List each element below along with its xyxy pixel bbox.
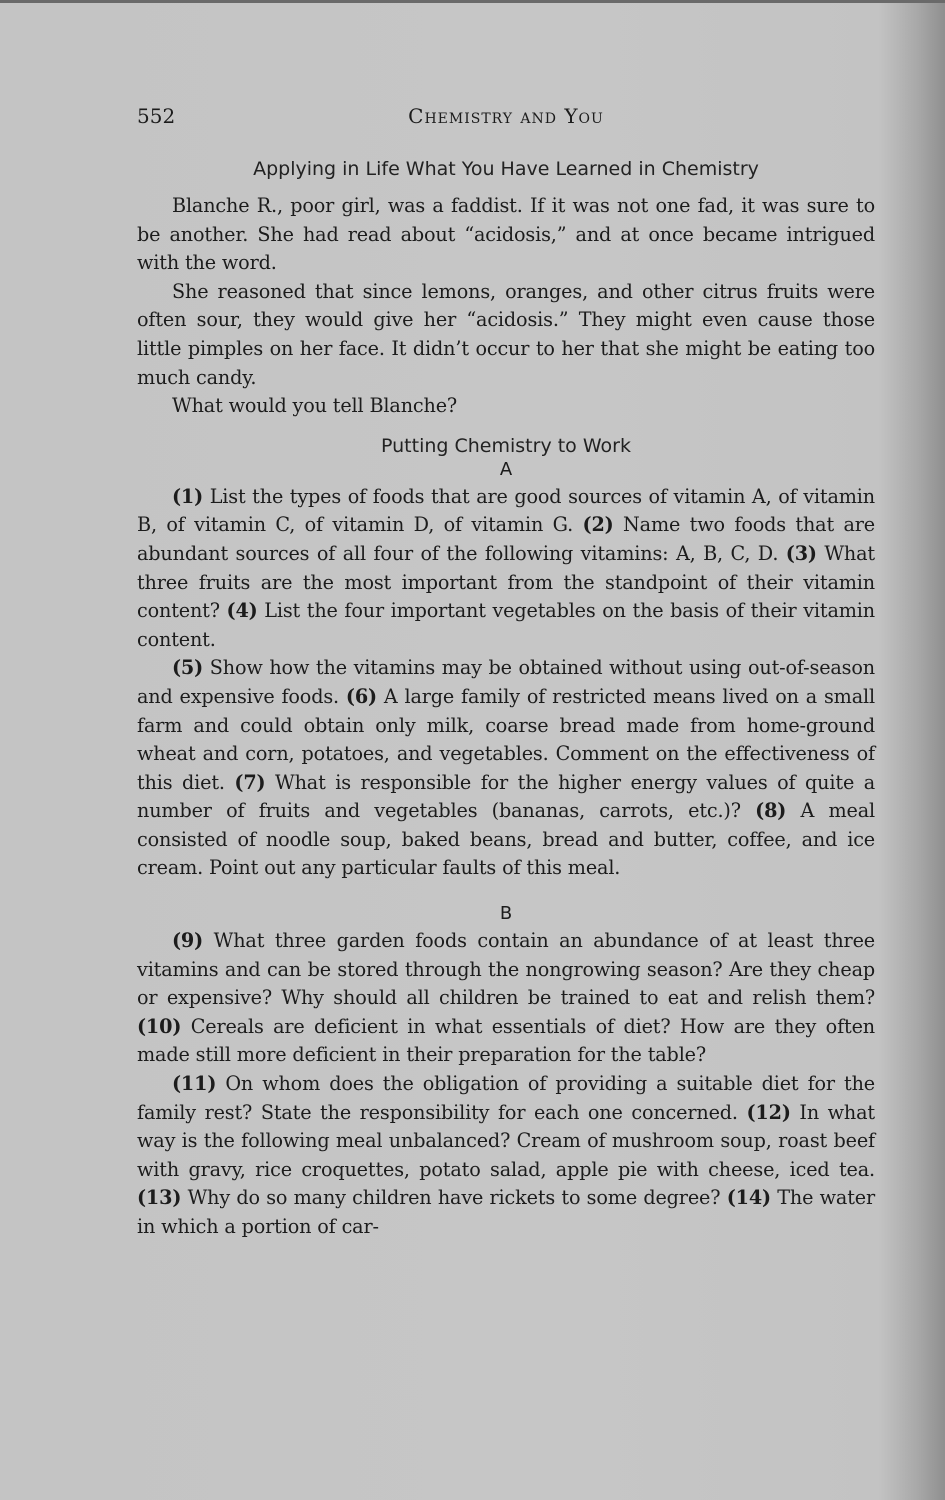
question-text: In what way is the following meal unbalanced? Cream of mushroom soup, roast beef with gravy, rice croquettes, potato salad, apple pie with cheese, iced tea. xyxy=(137,1100,875,1181)
running-header xyxy=(137,100,875,136)
question-text: List the types of foods that are good sources of vitamin A, of vitamin B, of vitamin C, of vitamin D, of vitamin G. xyxy=(137,484,875,537)
question-number: (4) xyxy=(226,599,258,623)
question-paragraph xyxy=(137,927,875,1070)
group-label-a: A xyxy=(499,458,513,480)
question-number: (9) xyxy=(172,929,204,953)
page-top-edge xyxy=(0,0,945,3)
section-heading-applying: Applying in Life What You Have Learned in Chemistry xyxy=(253,158,759,180)
group-label-b: B xyxy=(499,903,513,925)
question-text: A meal consisted of noodle soup, baked beans, bread and butter, coffee, and ice cream. Point out any particular faults of this meal. xyxy=(137,799,875,880)
question-number: (2) xyxy=(582,513,614,537)
question-number: (5) xyxy=(172,656,204,680)
question-number: (11) xyxy=(172,1072,217,1096)
question-number: (7) xyxy=(234,770,266,794)
question-number: (13) xyxy=(137,1186,182,1210)
question-text: What is responsible for the higher energy values of quite a number of fruits and vegetables (bananas, carrots, etc.)? xyxy=(137,770,875,823)
question-number: (10) xyxy=(137,1014,182,1038)
question-text: What three fruits are the most important from the standpoint of their vitamin content? xyxy=(137,541,875,623)
question-text: Cereals are deficient in what essentials of diet? How are they often made still more deficient in their preparation for the table? xyxy=(137,1014,875,1067)
question-text: Why do so many children have rickets to some degree? xyxy=(181,1186,727,1210)
paragraph: What would you tell Blanche? xyxy=(172,394,458,418)
page-content xyxy=(137,100,875,1242)
question-paragraph xyxy=(137,1070,875,1242)
section-heading-putting: Putting Chemistry to Work xyxy=(381,434,631,457)
page-number: 552 xyxy=(137,104,176,128)
question-paragraph xyxy=(137,654,875,883)
question-text: What three garden foods contain an abundance of at least three vitamins and can be stored through the nongrowing season? Are they cheap or expensive? Why should all children be trained to eat and relish them? xyxy=(137,929,875,1010)
book-title: Chemistry and You xyxy=(408,104,604,128)
question-number: (6) xyxy=(345,684,377,708)
question-number: (12) xyxy=(746,1100,791,1124)
question-number: (3) xyxy=(785,541,817,565)
question-text: A large family of restricted means lived on a small farm and could obtain only milk, coarse bread made from home-ground wheat and corn, potatoes, and vegetables. Comment on the effectiveness of this diet. xyxy=(137,684,875,794)
paragraph: Blanche R., poor girl, was a faddist. If it was not one fad, it was sure to be another. She had read about “acidosis,” and at once became intrigued with the word. xyxy=(137,194,875,275)
question-number: (8) xyxy=(755,799,787,823)
question-text: On whom does the obligation of providing a suitable diet for the family rest? State the responsibility for each one concerned. xyxy=(137,1072,875,1124)
paragraph: She reasoned that since lemons, oranges, and other citrus fruits were often sour, they would give her “acidosis.” They might even cause those little pimples on her face. It didn’t occur to her that she might be eating too much candy. xyxy=(137,279,875,389)
question-text: The water in which a portion of car- xyxy=(137,1186,876,1238)
question-text: Name two foods that are abundant sources of all four of the following vitamins: A, B, C, D. xyxy=(137,513,875,565)
question-number: (14) xyxy=(726,1186,771,1210)
question-number: (1) xyxy=(172,484,204,508)
question-paragraph xyxy=(137,483,875,655)
question-text: Show how the vitamins may be obtained without using out-of-season and expensive foods. xyxy=(137,656,875,708)
question-text: List the four important vegetables on the basis of their vitamin content. xyxy=(137,599,876,651)
